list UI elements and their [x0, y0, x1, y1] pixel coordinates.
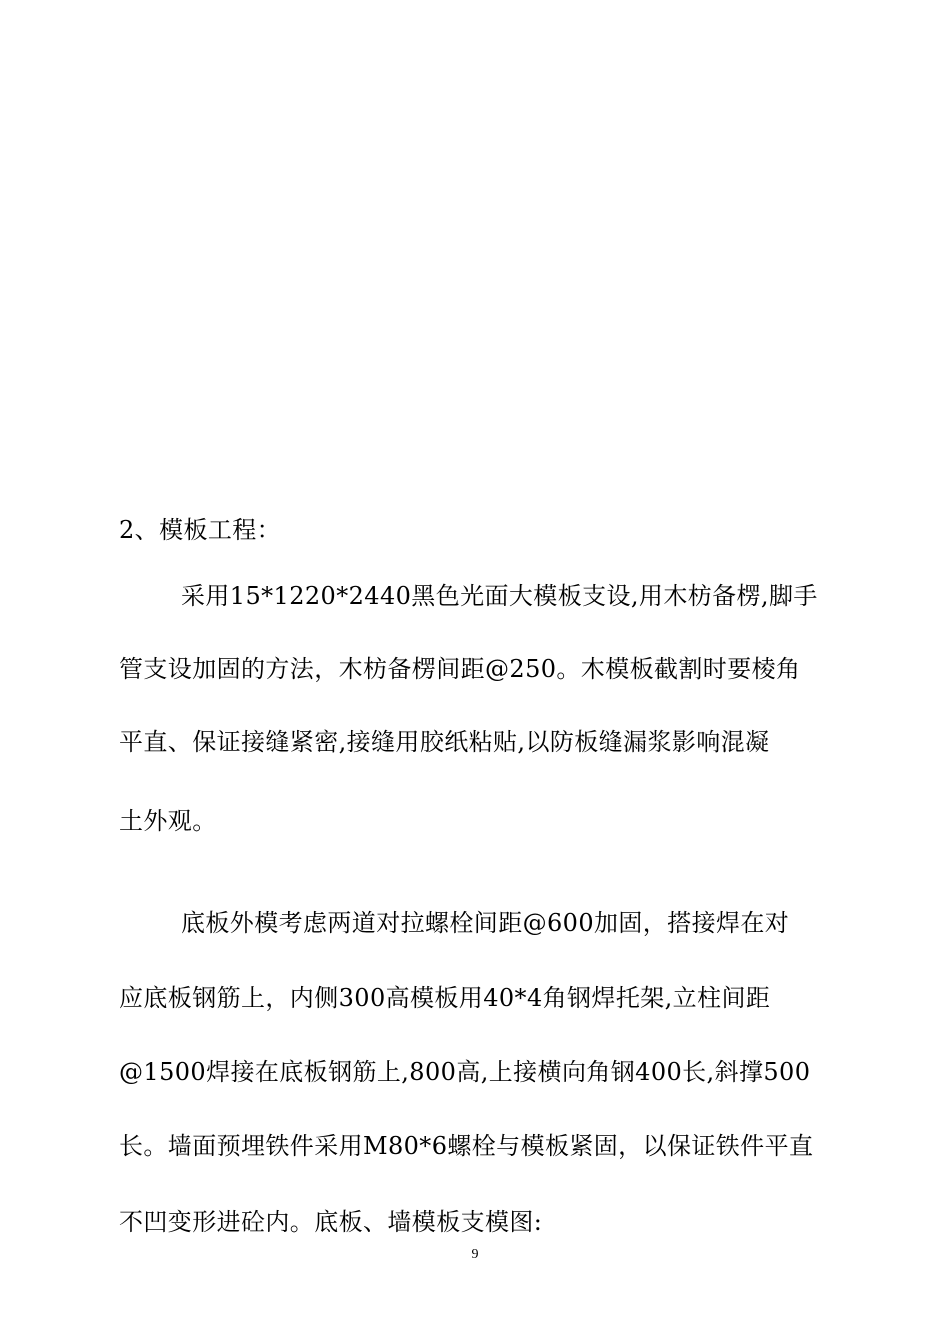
section-heading: 2、模板工程： [119, 516, 282, 544]
page-number: 9 [471, 1247, 479, 1262]
paragraph-1-line-2: 管支设加固的方法，木枋备楞间距@250。木模板截割时要棱角 [119, 655, 801, 683]
paragraph-2-line-4: 长。墙面预埋铁件采用M80*6螺栓与模板紧固，以保证铁件平直 [119, 1132, 814, 1160]
paragraph-1-line-4: 土外观。 [119, 807, 217, 835]
paragraph-1-line-1: 采用15*1220*2440黑色光面大模板支设,用木枋备楞,脚手 [181, 582, 818, 610]
paragraph-2-line-2: 应底板钢筋上，内侧300高模板用40*4角钢焊托架,立柱间距 [119, 984, 771, 1012]
paragraph-2-line-5: 不凹变形进砼内。底板、墙模板支模图: [119, 1208, 543, 1236]
paragraph-1-line-3: 平直、保证接缝紧密,接缝用胶纸粘贴,以防板缝漏浆影响混凝 [119, 728, 770, 756]
paragraph-2-line-1: 底板外模考虑两道对拉螺栓间距@600加固，搭接焊在对 [181, 909, 790, 937]
paragraph-2-line-3: @1500焊接在底板钢筋上,800高,上接横向角钢400长,斜撑500 [119, 1058, 811, 1086]
